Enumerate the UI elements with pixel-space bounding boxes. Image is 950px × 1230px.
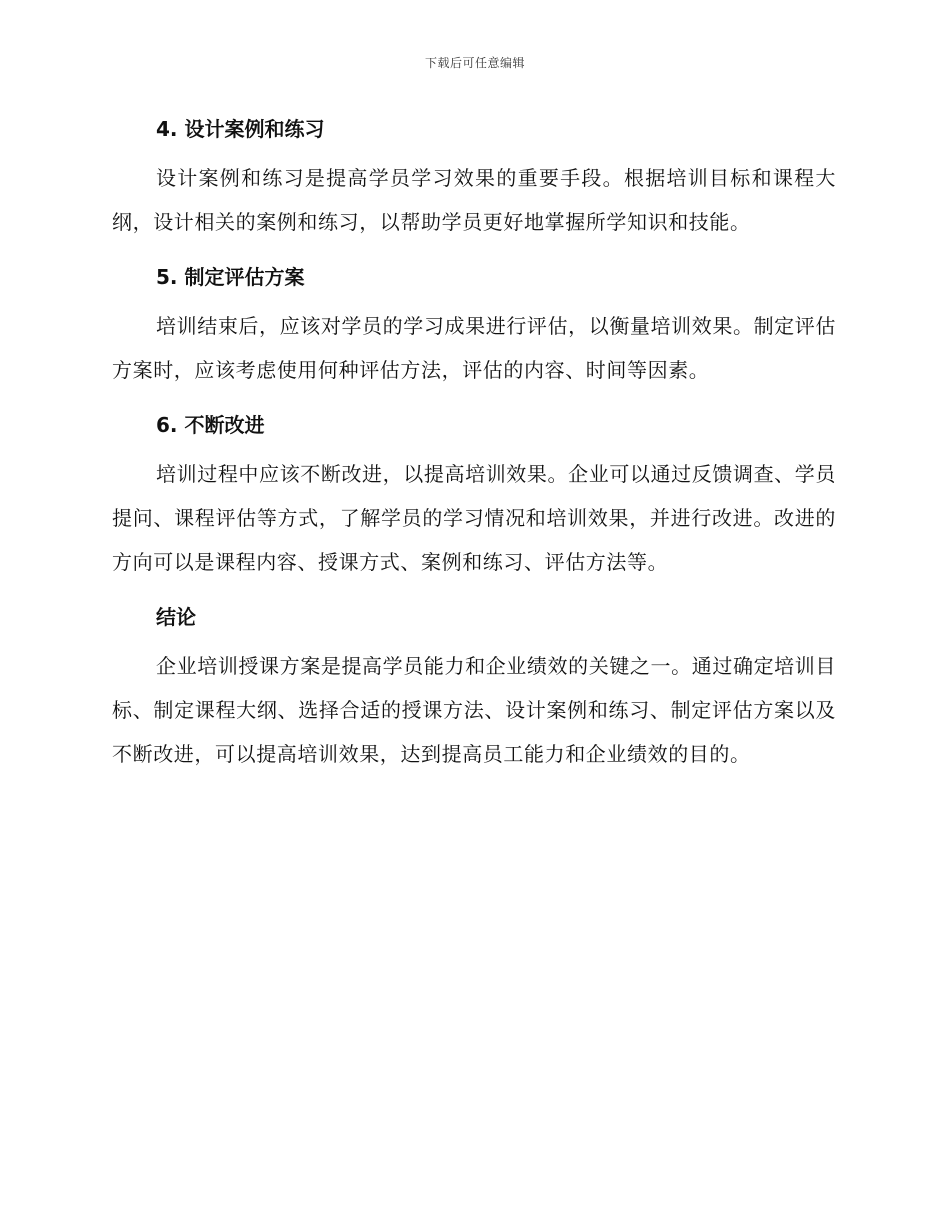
section-continuous-improvement <box>112 406 836 584</box>
section-paragraph: 培训过程中应该不断改进，以提高培训效果。企业可以通过反馈调查、学员提问、课程评估等方式，了解学员的学习情况和培训效果，并进行改进。改进的方向可以是课程内容、授课方式、案例和练习、评估方法等。 <box>112 462 836 574</box>
section-paragraph: 培训结束后，应该对学员的学习成果进行评估，以衡量培训效果。制定评估方案时，应该考虑使用何种评估方法，评估的内容、时间等因素。 <box>112 314 836 382</box>
section-heading: 结论 <box>156 605 196 629</box>
section-heading: 5. 制定评估方案 <box>156 265 305 289</box>
page-header-note: 下载后可任意编辑 <box>424 56 525 70</box>
section-evaluation-plan <box>112 258 836 392</box>
section-heading: 4. 设计案例和练习 <box>156 117 325 141</box>
section-paragraph: 设计案例和练习是提高学员学习效果的重要手段。根据培训目标和课程大纲，设计相关的案例和练习，以帮助学员更好地掌握所学知识和技能。 <box>112 166 836 234</box>
section-paragraph: 企业培训授课方案是提高学员能力和企业绩效的关键之一。通过确定培训目标、制定课程大纲、选择合适的授课方法、设计案例和练习、制定评估方案以及不断改进，可以提高培训效果，达到提高员工能力和企业绩效的目的。 <box>112 654 836 766</box>
document-body <box>112 110 836 790</box>
section-design-cases <box>112 110 836 244</box>
section-heading: 6. 不断改进 <box>156 413 265 437</box>
section-conclusion <box>112 598 836 776</box>
